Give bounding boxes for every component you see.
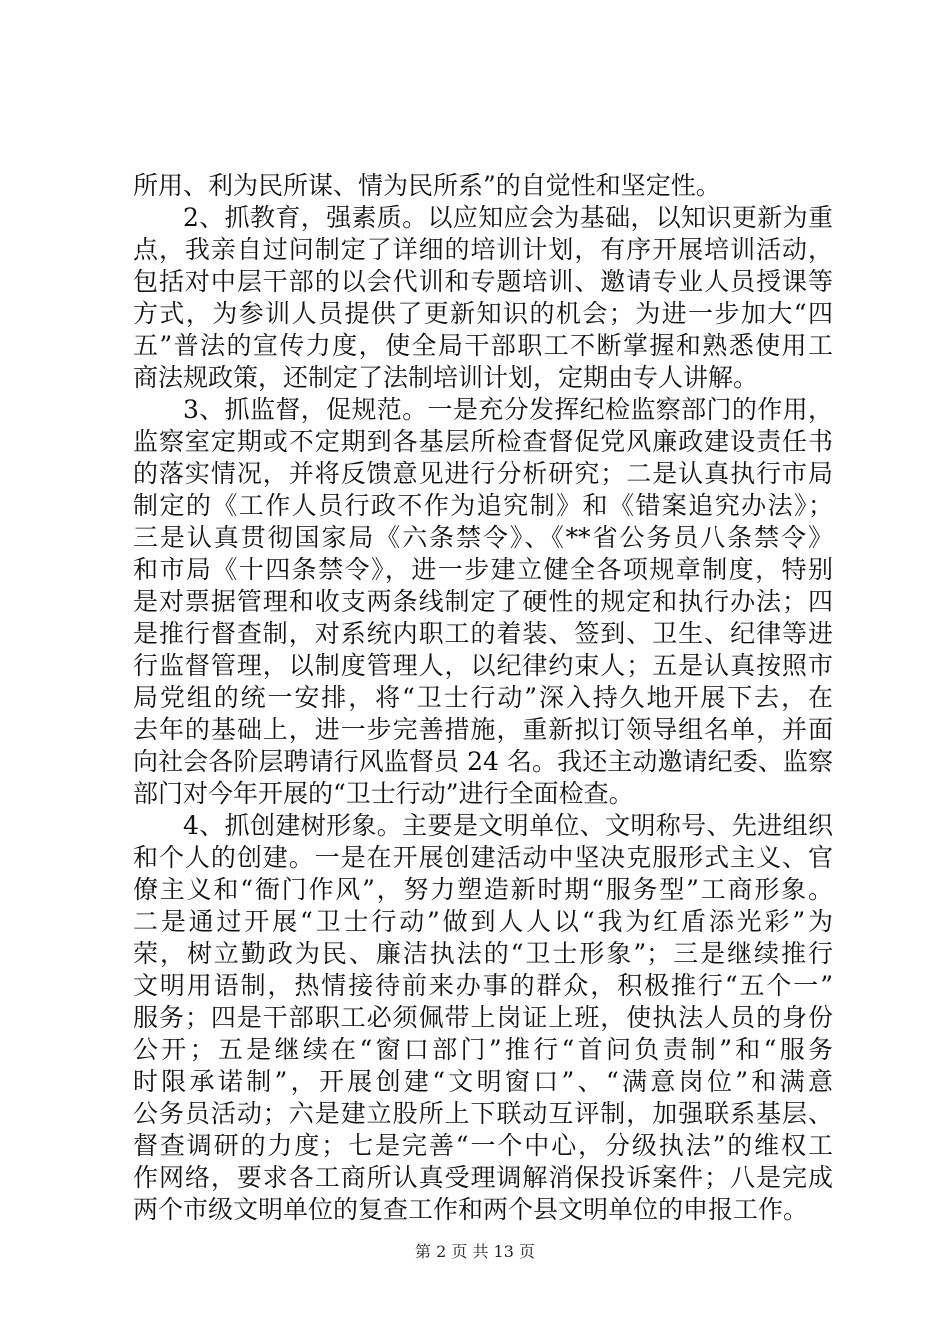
text-line: 4、抓创建树形象。主要是文明单位、文明称号、先进组织 <box>183 811 833 840</box>
text-line: 制定的《工作人员行政不作为追究制》和《错案追究办法》； <box>133 491 833 520</box>
text-line: 所用、利为民所谋、情为民所系”的自觉性和坚定性。 <box>133 171 721 200</box>
text-line: 行监督管理，以制度管理人，以纪律约束人；五是认真按照市 <box>133 651 833 680</box>
page-number-footer: 第 2 页 共 13 页 <box>415 1242 535 1261</box>
text-line: 2、抓教育，强素质。以应知应会为基础，以知识更新为重 <box>183 203 833 232</box>
text-line: 时限承诺制”，开展创建“文明窗口”、“满意岗位”和满意 <box>133 1067 833 1096</box>
text-line: 部门对今年开展的“卫士行动”进行全面检查。 <box>133 779 634 808</box>
text-line: 作网络，要求各工商所认真受理调解消保投诉案件；八是完成 <box>133 1163 833 1192</box>
text-line: 商法规政策，还制定了法制培训计划，定期由专人讲解。 <box>133 363 759 392</box>
text-line: 和市局《十四条禁令》，进一步建立健全各项规章制度，特别 <box>133 555 833 584</box>
document-body <box>133 170 833 1226</box>
text-line: 两个市级文明单位的复查工作和两个县文明单位的申报工作。 <box>133 1195 809 1224</box>
text-line: 方式，为参训人员提供了更新知识的机会；为进一步加大“四 <box>133 299 833 328</box>
text-line: 三是认真贯彻国家局《六条禁令》、《**省公务员八条禁令》 <box>133 523 833 552</box>
text-line: 荣，树立勤政为民、廉洁执法的“卫士形象”；三是继续推行 <box>133 939 833 968</box>
text-line: 向社会各阶层聘请行风监督员 24 名。我还主动邀请纪委、监察 <box>133 747 833 776</box>
text-line: 督查调研的力度；七是完善“一个中心，分级执法”的维权工 <box>133 1131 833 1160</box>
text-line: 五”普法的宣传力度，使全局干部职工不断掌握和熟悉使用工 <box>133 331 833 360</box>
text-line: 二是通过开展“卫士行动”做到人人以“我为红盾添光彩”为 <box>133 907 833 936</box>
text-line: 3、抓监督，促规范。一是充分发挥纪检监察部门的作用， <box>183 395 833 424</box>
text-line: 的落实情况，并将反馈意见进行分析研究；二是认真执行市局 <box>133 459 833 488</box>
text-line: 监察室定期或不定期到各基层所检查督促党风廉政建设责任书 <box>133 427 833 456</box>
text-line: 是推行督查制，对系统内职工的着装、签到、卫生、纪律等进 <box>133 619 833 648</box>
text-line: 去年的基础上，进一步完善措施，重新拟订领导组名单，并面 <box>133 715 833 744</box>
text-line: 点，我亲自过问制定了详细的培训计划，有序开展培训活动， <box>133 235 833 264</box>
text-line: 包括对中层干部的以会代训和专题培训、邀请专业人员授课等 <box>133 267 833 296</box>
text-line: 公务员活动；六是建立股所上下联动互评制，加强联系基层、 <box>133 1099 833 1128</box>
text-line: 局党组的统一安排，将“卫士行动”深入持久地开展下去，在 <box>133 683 833 712</box>
text-line: 服务；四是干部职工必须佩带上岗证上班，使执法人员的身份 <box>133 1003 833 1032</box>
text-line: 和个人的创建。一是在开展创建活动中坚决克服形式主义、官 <box>133 843 833 872</box>
text-line: 僚主义和“衙门作风”，努力塑造新时期“服务型”工商形象。 <box>133 875 833 904</box>
text-line: 公开；五是继续在“窗口部门”推行“首问负责制”和“服务 <box>133 1035 833 1064</box>
text-line: 是对票据管理和收支两条线制定了硬性的规定和执行办法；四 <box>133 587 833 616</box>
text-line: 文明用语制，热情接待前来办事的群众，积极推行“五个一” <box>133 971 833 1000</box>
